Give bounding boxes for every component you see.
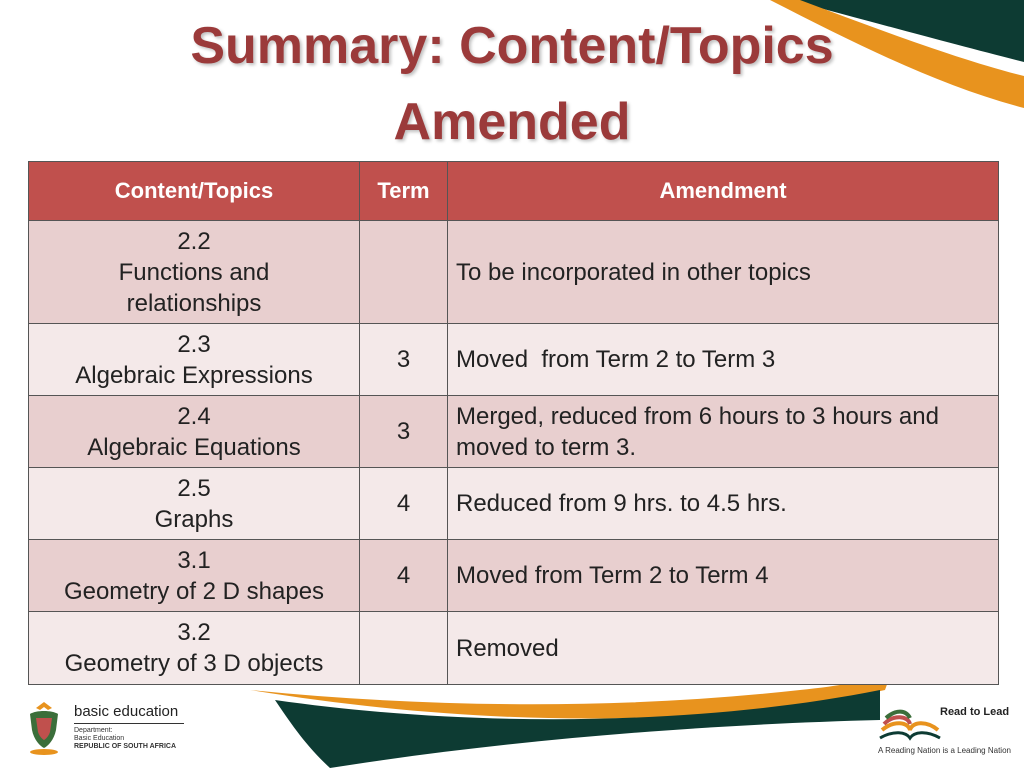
logo-divider	[74, 723, 184, 724]
table-row	[29, 396, 999, 468]
title-line-2: Amended	[393, 93, 631, 151]
logo-tagline: A Reading Nation is a Leading Nation	[878, 746, 1011, 755]
topic-number: 2.3	[177, 330, 211, 358]
open-book-icon	[878, 700, 942, 744]
table-header-row	[29, 162, 999, 221]
table-row	[29, 324, 999, 396]
coat-of-arms-icon	[22, 700, 66, 756]
logo-name: basic education	[74, 703, 179, 720]
term-cell	[360, 612, 448, 685]
amendment-cell: Removed	[448, 612, 999, 685]
logo-title: Read to Lead	[940, 706, 1010, 718]
amendment-cell: Reduced from 9 hrs. to 4.5 hrs.	[448, 468, 999, 540]
term-cell	[360, 221, 448, 324]
header-term: Term	[360, 162, 448, 221]
topic-name: Algebraic Equations	[87, 433, 301, 461]
header-amendment: Amendment	[448, 162, 999, 221]
title-line-1: Summary: Content/Topics	[190, 17, 834, 75]
topic-cell	[29, 540, 360, 612]
table-row	[29, 612, 999, 685]
amendments-table	[28, 161, 999, 685]
topic-number: 2.4	[177, 402, 211, 430]
amendment-cell: Moved from Term 2 to Term 3	[448, 324, 999, 396]
topic-cell	[29, 612, 360, 685]
topic-number: 2.2	[177, 227, 211, 255]
topic-cell	[29, 324, 360, 396]
topic-number: 3.1	[177, 546, 211, 574]
logo-dept-name: Basic Education	[74, 735, 125, 742]
amendment-cell: Merged, reduced from 6 hours to 3 hours and moved to term 3.	[448, 396, 999, 468]
topic-number: 2.5	[177, 474, 211, 502]
term-cell: 4	[360, 468, 448, 540]
topic-cell	[29, 221, 360, 324]
amendment-cell: Moved from Term 2 to Term 4	[448, 540, 999, 612]
topic-number: 3.2	[177, 619, 211, 646]
topic-cell	[29, 396, 360, 468]
basic-education-logo	[22, 698, 222, 758]
term-cell: 3	[360, 396, 448, 468]
term-cell: 3	[360, 324, 448, 396]
topic-name: Graphs	[154, 505, 234, 533]
topic-name: Algebraic Expressions	[75, 361, 313, 389]
header-content-topics: Content/Topics	[29, 162, 360, 221]
table-row	[29, 468, 999, 540]
logo-dept-label: Department:	[74, 727, 113, 734]
page-title	[40, 8, 984, 160]
topic-name: Functions and relationships	[118, 258, 270, 317]
term-cell: 4	[360, 540, 448, 612]
table-row	[29, 221, 999, 324]
logo-country: REPUBLIC OF SOUTH AFRICA	[74, 743, 177, 750]
topic-cell	[29, 468, 360, 540]
topic-name: Geometry of 3 D objects	[64, 650, 324, 677]
topic-name: Geometry of 2 D shapes	[63, 577, 325, 605]
read-to-lead-logo	[876, 700, 1016, 760]
table-row	[29, 540, 999, 612]
amendment-cell: To be incorporated in other topics	[448, 221, 999, 324]
